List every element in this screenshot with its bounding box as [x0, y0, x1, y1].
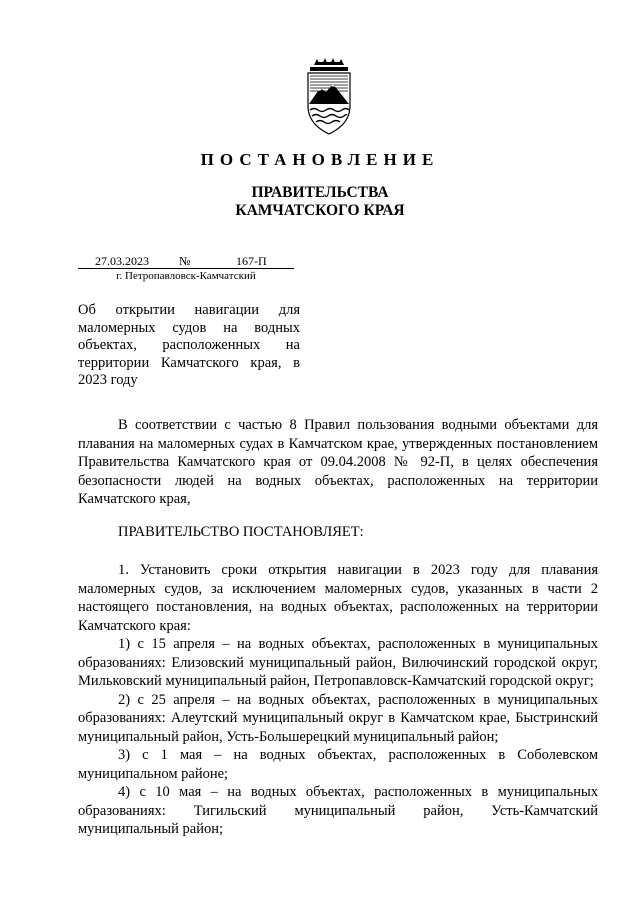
resolution-heading: ПРАВИТЕЛЬСТВО ПОСТАНОВЛЯЕТ: [118, 523, 364, 540]
sub-item-2: 2) с 25 апреля – на водных объектах, расположенных в муниципальных образованиях: Алеутский муниципальный округ в Камчатском крае, Быстринский муниципальный район, Усть-Большерецкий муниципальный район; [78, 691, 598, 745]
preamble-paragraph: В соответствии с частью 8 Правил пользования водными объектами для плавания на маломерных судах в Камчатском крае, утвержденных постановлением Правительства Камчатского края от 09.04.2008 № 92-П, в целях обеспечения безопасности людей на водных объектах, расположенных на территории Камчатского края, [78, 417, 598, 507]
authority-line-1: ПРАВИТЕЛЬСТВА [251, 184, 389, 201]
document-title: Об открытии навигации для маломерных судов на водных объектах, расположенных на территории Камчатского края, в 2023 году [78, 302, 300, 388]
item-1-paragraph: 1. Установить сроки открытия навигации в 2023 году для плавания маломерных судов, за исключением маломерных судов, указанных в части 2 настоящего постановления, на водных объектах, расположенных на территории Камчатского края: [78, 562, 598, 634]
sub-item-1: 1) с 15 апреля – на водных объектах, расположенных в муниципальных образованиях: Елизовский муниципальный район, Вилючинский городской округ, Мильковский муниципальный район, Петропавловск-Камчатский городской округ; [78, 636, 598, 689]
number-sign: № [179, 254, 191, 268]
document-date: 27.03.2023 [95, 254, 149, 268]
document-type-heading: ПОСТАНОВЛЕНИЕ [200, 150, 440, 169]
kamchatka-coat-of-arms-icon [300, 58, 358, 136]
city-line: г. Петропавловск-Камчатский [116, 270, 256, 282]
sub-item-4: 4) с 10 мая – на водных объектах, расположенных в муниципальных образованиях: Тигильский муниципальный район, Усть-Камчатский муниципальный район; [78, 784, 598, 837]
issuing-authority [0, 184, 640, 220]
authority-line-2: КАМЧАТСКОГО КРАЯ [235, 202, 405, 219]
date-number-line [78, 254, 294, 269]
document-number: 167-П [236, 254, 267, 268]
sub-item-3: 3) с 1 мая – на водных объектах, расположенных в Соболевском муниципальном районе; [78, 747, 598, 782]
document-body [78, 416, 598, 839]
